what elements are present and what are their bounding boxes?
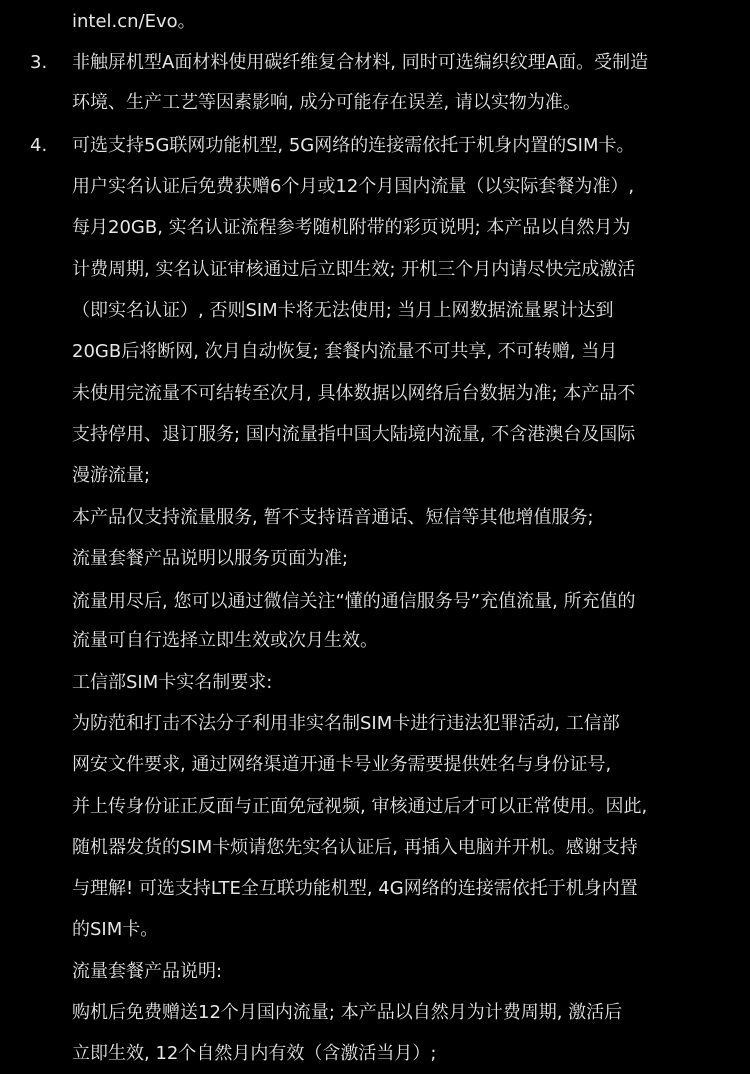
text-line: 的SIM卡。 xyxy=(72,919,159,940)
text-line: 并上传身份证正反面与正面免冠视频, 审核通过后才可以正常使用。因此, xyxy=(72,796,648,817)
text-line: 网安文件要求, 通过网络渠道开通卡号业务需要提供姓名与身份证号, xyxy=(72,754,612,775)
text-line: 计费周期, 实名认证审核通过后立即生效; 开机三个月内请尽快完成激活 xyxy=(72,259,636,280)
text-line: 为防范和打击不法分子利用非实名制SIM卡进行违法犯罪活动, 工信部 xyxy=(72,713,620,734)
text-line: 流量用尽后, 您可以通过微信关注“懂的通信服务号”充值流量, 所充值的 xyxy=(72,591,636,612)
text-line: 支持停用、退订服务; 国内流量指中国大陆境内流量, 不含港澳台及国际 xyxy=(72,424,636,445)
text-line: 流量套餐产品说明: xyxy=(72,961,223,982)
list-number: 3. xyxy=(30,52,48,73)
text-line: 非触屏机型A面材料使用碳纤维复合材料, 同时可选编织纹理A面。受制造 xyxy=(72,52,649,73)
text-line: 工信部SIM卡实名制要求: xyxy=(72,672,273,693)
text-line: 与理解! 可选支持LTE全互联功能机型, 4G网络的连接需依托于机身内置 xyxy=(72,878,638,899)
text-line: 流量套餐产品说明以服务页面为准; xyxy=(72,548,349,569)
text-line: 流量可自行选择立即生效或次月生效。 xyxy=(72,630,378,651)
text-line: 随机器发货的SIM卡烦请您先实名认证后, 再插入电脑并开机。感谢支持 xyxy=(72,837,638,858)
text-line: intel.cn/Evo。 xyxy=(72,11,196,32)
text-line: 购机后免费赠送12个月国内流量; 本产品以自然月为计费周期, 激活后 xyxy=(72,1002,623,1023)
text-line: 可选支持5G联网功能机型, 5G网络的连接需依托于机身内置的SIM卡。 xyxy=(72,135,635,156)
text-line: 每月20GB, 实名认证流程参考随机附带的彩页说明; 本产品以自然月为 xyxy=(72,217,631,238)
text-line: 漫游流量; xyxy=(72,465,151,486)
text-line: 未使用完流量不可结转至次月, 具体数据以网络后台数据为准; 本产品不 xyxy=(72,383,636,404)
text-line: 本产品仅支持流量服务, 暂不支持语音通话、短信等其他增值服务; xyxy=(72,507,594,528)
text-line: 环境、生产工艺等因素影响, 成分可能存在误差, 请以实物为准。 xyxy=(72,92,581,113)
text-line: 20GB后将断网, 次月自动恢复; 套餐内流量不可共享, 不可转赠, 当月 xyxy=(72,341,618,362)
text-line: 立即生效, 12个自然月内有效（含激活当月）; xyxy=(72,1043,437,1064)
list-number: 4. xyxy=(30,135,48,156)
text-line: （即实名认证）, 否则SIM卡将无法使用; 当月上网数据流量累计达到 xyxy=(72,300,614,321)
text-line: 用户实名认证后免费获赠6个月或12个月国内流量（以实际套餐为准）, xyxy=(72,176,635,197)
